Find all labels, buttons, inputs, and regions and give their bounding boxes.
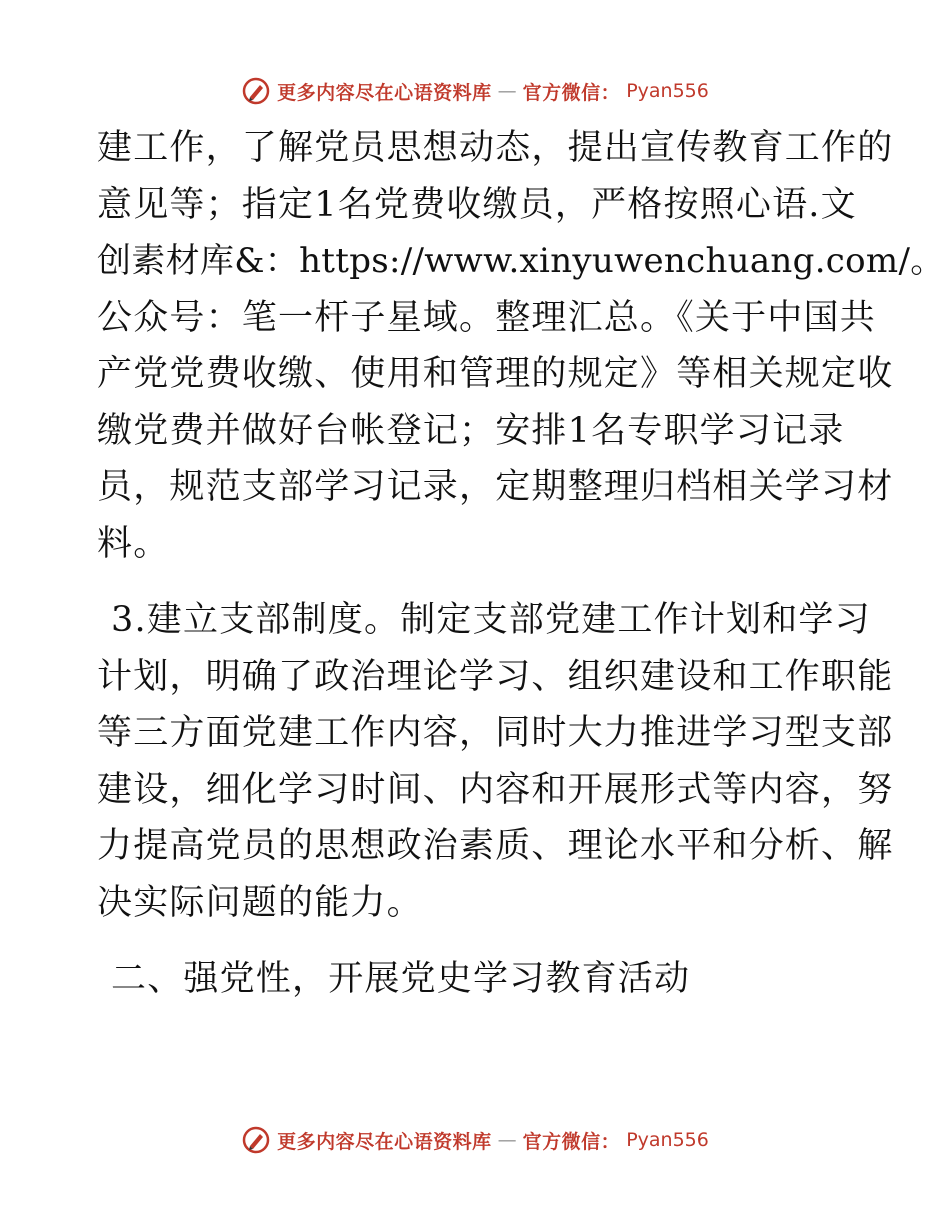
watermark-label: 官方微信： [522, 81, 621, 104]
pen-logo-icon [241, 76, 271, 106]
watermark-site-text: 更多内容尽在心语资料库 [277, 1130, 492, 1153]
text-line: 缴党费并做好台帐登记；安排1名专职学习记录 [97, 410, 845, 451]
watermark-separator: — [497, 1129, 517, 1151]
pen-logo-icon [241, 1125, 271, 1155]
text-line: 料。 [97, 523, 170, 564]
text-line: 力提高党员的思想政治素质、理论水平和分析、解 [97, 826, 894, 866]
watermark-label: 官方微信： [522, 1130, 621, 1153]
text-line: 计划，明确了政治理论学习、组织建设和工作职能 [97, 656, 894, 697]
text-line: 建工作，了解党员思想动态，提出宣传教育工作的 [97, 128, 894, 168]
paragraph-1 [97, 120, 945, 572]
text-line: 建设，细化学习时间、内容和开展形式等内容，努 [97, 769, 894, 810]
text-line: 等三方面党建工作内容，同时大力推进学习型支部 [97, 713, 894, 753]
text-line: 产党党费收缴、使用和管理的规定》等相关规定收 [97, 354, 894, 394]
text-line: 员，规范支部学习记录，定期整理归档相关学习材 [97, 467, 894, 507]
watermark-account: Pyan556 [626, 80, 709, 102]
header-watermark [0, 71, 950, 111]
text-line: 意见等；指定1名党费收缴员，严格按照心语.文 [97, 184, 857, 225]
footer-watermark [0, 1120, 950, 1160]
text-line: 创素材库&：https://www.xinyuwenchuang.com/。 [97, 241, 945, 281]
watermark-account: Pyan556 [626, 1129, 709, 1151]
text-line: 决实际问题的能力。 [97, 882, 423, 923]
watermark-site-text: 更多内容尽在心语资料库 [277, 81, 492, 104]
paragraph-2 [97, 592, 894, 931]
section-heading: 二、强党性，开展党史学习教育活动 [111, 959, 691, 999]
document-body [97, 120, 945, 1008]
text-line: 公众号：笔一杆子星域。整理汇总。《关于中国共 [97, 297, 876, 338]
text-line: 3.建立支部制度。制定支部党建工作计划和学习 [111, 600, 871, 640]
watermark-separator: — [497, 80, 517, 102]
